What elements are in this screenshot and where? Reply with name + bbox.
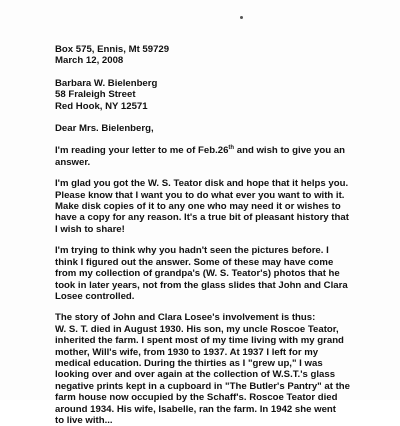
paragraph-3-line: think I figured out the answer. Some of these may have come xyxy=(55,256,334,268)
paragraph-2-line: Make disk copies of it to any one who may need it or wishes to xyxy=(55,201,341,213)
paragraph-1-line xyxy=(55,145,387,156)
recipient-city: Red Hook, NY 12571 xyxy=(55,100,148,112)
paragraph-3-line: I'm trying to think why you hadn't seen the pictures before. I xyxy=(55,245,329,257)
scan-speck xyxy=(240,16,243,19)
paragraph-2-line: Please know that I want you to do what ever you want to with it. xyxy=(55,189,345,201)
paragraph-2-line: I'm glad you got the W. S. Teator disk and hope that it helps you. xyxy=(55,178,349,190)
paragraph-4-line: around 1934. His wife, Isabelle, ran the farm. In 1942 she went xyxy=(55,403,336,415)
letter-body xyxy=(55,44,387,426)
paragraph-1-line: answer. xyxy=(55,156,91,168)
paragraph-4-line: negative prints kept in a cupboard in "The Butler's Pantry" at the xyxy=(55,380,350,392)
paragraph-3-line: Losee controlled. xyxy=(55,290,135,302)
sender-address: Box 575, Ennis, Mt 59729 xyxy=(55,44,170,55)
paragraph-1-text-cont: and wish to give you an xyxy=(234,145,345,157)
paragraph-2-line: have a copy for any reason. It's a true bit of pleasant history that xyxy=(55,212,349,224)
paragraph-3-line: took in later years, not from the glass slides that John and Clara xyxy=(55,279,348,291)
paragraph-4-line: medical education. During the thirties as I "grew up," I was xyxy=(55,357,323,369)
letter-date: March 12, 2008 xyxy=(55,55,124,67)
paragraph-4-line: farm house now occupied by the Schaff's. Roscoe Teator died xyxy=(55,392,338,404)
recipient-street: 58 Fraleigh Street xyxy=(55,89,136,101)
paragraph-4-line: to live with... xyxy=(55,414,113,426)
paragraph-4-line: The story of John and Clara Losee's involvement is thus: xyxy=(55,312,316,324)
paragraph-1-text: I'm reading your letter to me of Feb.26 xyxy=(55,145,229,157)
recipient-name: Barbara W. Bielenberg xyxy=(55,77,158,89)
paragraph-4-line: mother, Will's wife, from 1930 to 1937. At 1937 I left for my xyxy=(55,346,319,358)
paragraph-3-line: from my collection of grandpa's (W. S. Teator's) photos that he xyxy=(55,268,340,280)
paragraph-2-line: I wish to share! xyxy=(55,223,125,235)
paragraph-4-line: looking over and over again at the collection of W.S.T.'s glass xyxy=(55,369,336,381)
paragraph-4-line: inherited the farm. I spent most of my time living with my grand xyxy=(55,335,344,347)
salutation: Dear Mrs. Bielenberg, xyxy=(55,123,154,135)
paragraph-4-line: W. S. T. died in August 1930. His son, my uncle Roscoe Teator, xyxy=(55,323,339,335)
ordinal-suffix: th xyxy=(228,145,235,152)
